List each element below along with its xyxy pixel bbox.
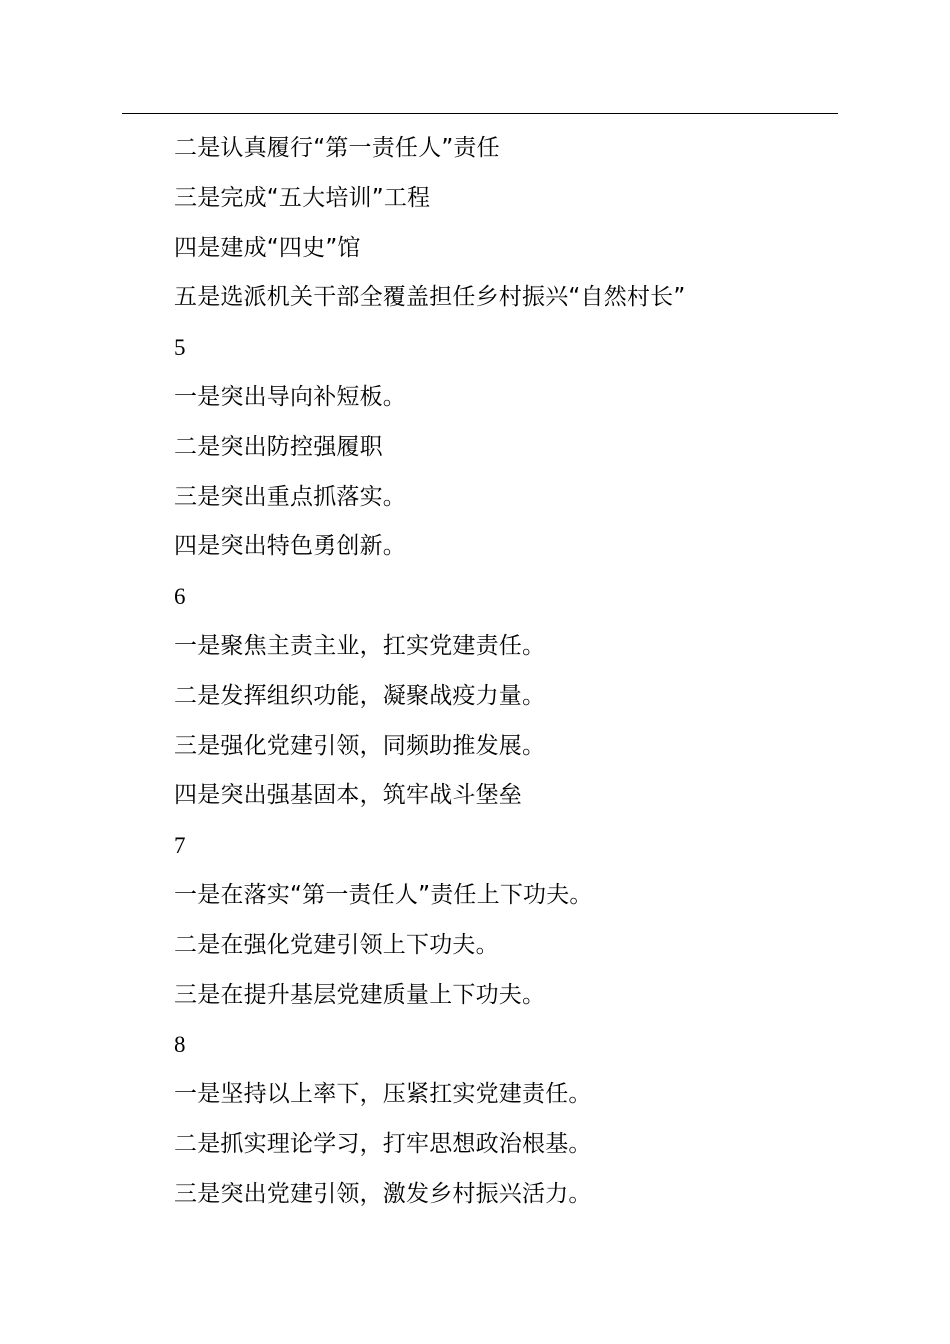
section-number: 6 bbox=[174, 584, 186, 610]
document-body bbox=[174, 124, 854, 1220]
list-item: 一是聚焦主责主业，扛实党建责任。 bbox=[174, 632, 546, 659]
list-item: 二是突出防控强履职 bbox=[174, 433, 383, 460]
list-item: 一是突出导向补短板。 bbox=[174, 383, 406, 410]
section-number: 7 bbox=[174, 833, 186, 859]
list-item: 二是认真履行“第一责任人”责任 bbox=[174, 135, 500, 161]
list-item: 三是突出党建引领，激发乡村振兴活力。 bbox=[174, 1180, 592, 1207]
list-item: 四是突出特色勇创新。 bbox=[174, 533, 406, 560]
header-rule bbox=[122, 113, 838, 114]
list-item: 三是强化党建引领，同频助推发展。 bbox=[174, 732, 546, 759]
list-item: 二是在强化党建引领上下功夫。 bbox=[174, 931, 499, 958]
list-item: 三是完成“五大培训”工程 bbox=[174, 184, 431, 211]
list-item: 三是突出重点抓落实。 bbox=[174, 483, 406, 510]
list-item: 三是在提升基层党建质量上下功夫。 bbox=[174, 981, 546, 1008]
list-item: 四是突出强基固本，筑牢战斗堡垒 bbox=[174, 782, 522, 809]
list-item: 四是建成“四史”馆 bbox=[174, 234, 361, 261]
list-item: 五是选派机关干部全覆盖担任乡村振兴“自然村长” bbox=[174, 284, 686, 311]
list-item: 一是在落实“第一责任人”责任上下功夫。 bbox=[174, 881, 593, 908]
list-item: 一是坚持以上率下，压紧扛实党建责任。 bbox=[174, 1081, 592, 1108]
section-number: 5 bbox=[174, 335, 186, 361]
section-number: 8 bbox=[174, 1032, 186, 1058]
list-item: 二是发挥组织功能，凝聚战疫力量。 bbox=[174, 682, 546, 709]
list-item: 二是抓实理论学习，打牢思想政治根基。 bbox=[174, 1130, 592, 1157]
